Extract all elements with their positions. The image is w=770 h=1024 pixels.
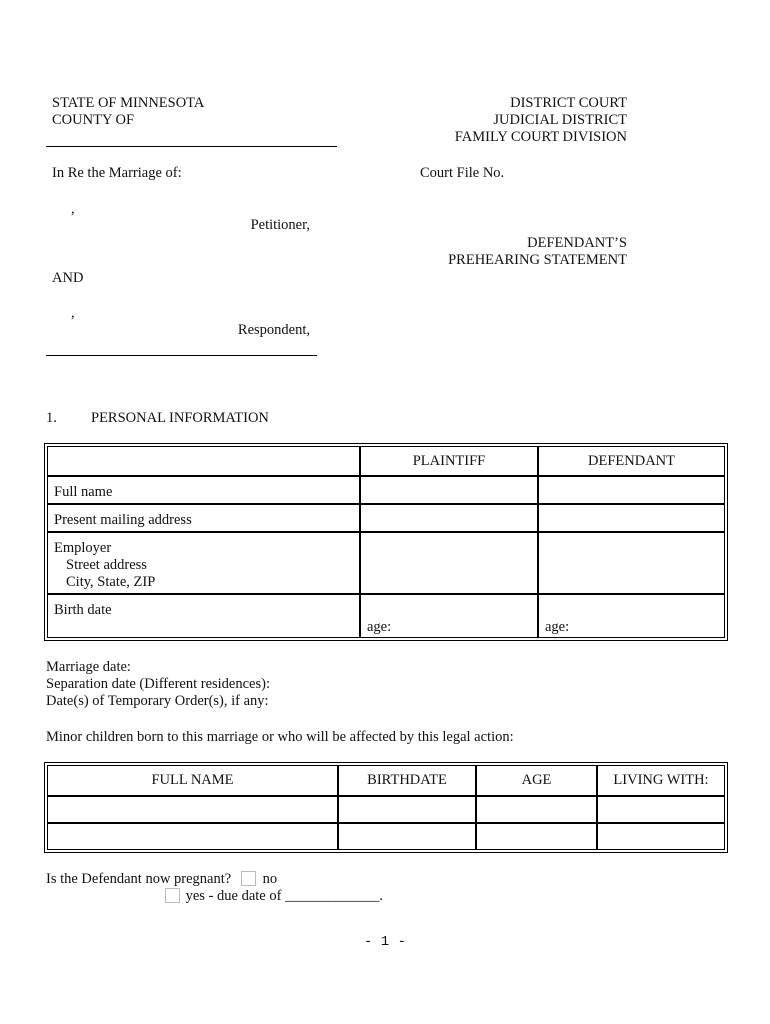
- plaintiff-full-name-field[interactable]: [360, 476, 538, 504]
- pregnancy-question-text: Is the Defendant now pregnant?: [46, 871, 232, 887]
- birth-date-label: Birth date: [54, 602, 112, 618]
- child-2-living-with-field[interactable]: [597, 823, 725, 850]
- header-living-with: LIVING WITH:: [597, 765, 725, 796]
- defendant-employer-field[interactable]: [538, 532, 725, 594]
- district-label: JUDICIAL DISTRICT: [493, 112, 627, 128]
- separation-date-label: Separation date (Different residences):: [46, 676, 270, 692]
- option-no: [241, 871, 277, 888]
- yes-checkbox[interactable]: [165, 888, 180, 903]
- child-2-age-field[interactable]: [476, 823, 597, 850]
- section-heading: PERSONAL INFORMATION: [91, 410, 269, 426]
- table-row: [47, 796, 725, 823]
- header-full-name: FULL NAME: [47, 765, 338, 796]
- document-title-line1: DEFENDANT’S: [527, 235, 627, 251]
- plaintiff-employer-field[interactable]: [360, 532, 538, 594]
- city-state-zip-label: City, State, ZIP: [66, 574, 156, 590]
- pregnancy-question: [46, 871, 231, 888]
- header-defendant: DEFENDANT: [538, 446, 725, 476]
- personal-info-table: [44, 443, 728, 641]
- table-header-row: [47, 446, 725, 476]
- child-1-age-field[interactable]: [476, 796, 597, 823]
- employer-block: [48, 533, 359, 591]
- full-name-label: Full name: [54, 484, 113, 500]
- defendant-full-name-field[interactable]: [538, 476, 725, 504]
- marriage-date-label: Marriage date:: [46, 659, 131, 675]
- child-2-name-field[interactable]: [47, 823, 338, 850]
- child-1-name-field[interactable]: [47, 796, 338, 823]
- table-row: [47, 476, 725, 504]
- child-1-birthdate-field[interactable]: [338, 796, 476, 823]
- defendant-birth-date-field[interactable]: [538, 594, 725, 638]
- defendant-age-label: age:: [545, 619, 570, 635]
- in-re-label: In Re the Marriage of:: [52, 165, 182, 181]
- court-label: DISTRICT COURT: [510, 95, 627, 111]
- header-birthdate: BIRTHDATE: [338, 765, 476, 796]
- section-number: 1.: [46, 410, 57, 426]
- county-label: COUNTY OF: [52, 112, 135, 128]
- division-label: FAMILY COURT DIVISION: [454, 129, 627, 145]
- plaintiff-mailing-address-field[interactable]: [360, 504, 538, 532]
- employer-label: Employer: [54, 540, 112, 556]
- respondent-name-comma: ,: [71, 305, 75, 321]
- header-plaintiff: PLAINTIFF: [360, 446, 538, 476]
- table-row: [47, 823, 725, 850]
- yes-due-date-label: yes - due date of _____________.: [185, 888, 383, 904]
- table-row: [47, 532, 725, 594]
- caption-rule-top: [46, 146, 337, 147]
- mailing-address-label: Present mailing address: [54, 512, 192, 528]
- defendant-mailing-address-field[interactable]: [538, 504, 725, 532]
- table-row: [47, 594, 725, 638]
- header-blank-cell: [47, 446, 360, 476]
- children-intro: Minor children born to this marriage or who will be affected by this legal action:: [46, 729, 514, 745]
- plaintiff-age-label: age:: [367, 619, 392, 635]
- child-2-birthdate-field[interactable]: [338, 823, 476, 850]
- page-number: - 1 -: [363, 934, 406, 950]
- petitioner-label: Petitioner,: [250, 217, 310, 233]
- children-header-row: [47, 765, 725, 796]
- state-label: STATE OF MINNESOTA: [52, 95, 205, 111]
- no-label: no: [262, 871, 278, 887]
- children-table: [44, 762, 728, 853]
- no-checkbox[interactable]: [241, 871, 256, 886]
- document-title-line2: PREHEARING STATEMENT: [448, 252, 627, 268]
- court-file-label: Court File No.: [420, 165, 505, 181]
- table-row: [47, 504, 725, 532]
- plaintiff-birth-date-field[interactable]: [360, 594, 538, 638]
- child-1-living-with-field[interactable]: [597, 796, 725, 823]
- option-yes: [165, 888, 383, 905]
- street-address-label: Street address: [66, 557, 147, 573]
- petitioner-name-comma: ,: [71, 201, 75, 217]
- header-age: AGE: [476, 765, 597, 796]
- caption-rule-bottom: [46, 355, 317, 356]
- respondent-label: Respondent,: [237, 322, 310, 338]
- temporary-orders-label: Date(s) of Temporary Order(s), if any:: [46, 693, 269, 709]
- and-label: AND: [52, 270, 84, 286]
